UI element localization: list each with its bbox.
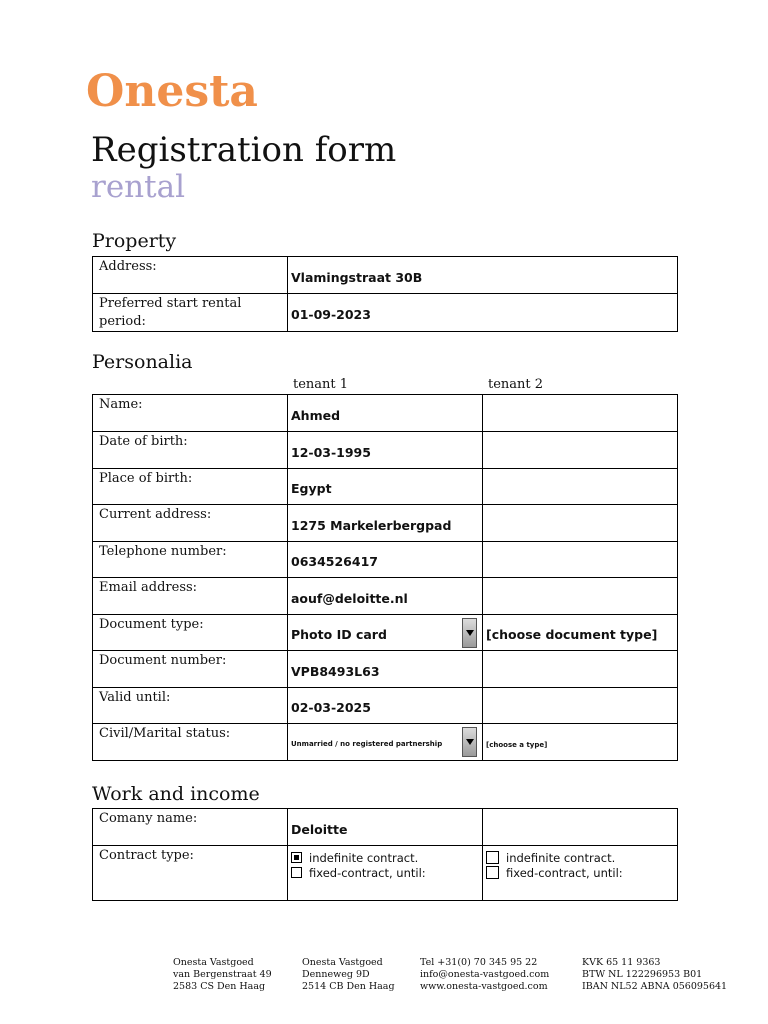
- name-label: Name:: [93, 395, 288, 432]
- table-row: [93, 469, 678, 505]
- tenant1-contract-type: [288, 846, 483, 901]
- tenant2-indefinite-option[interactable]: [486, 850, 677, 865]
- table-row: [93, 257, 678, 294]
- table-row: [93, 688, 678, 724]
- tenant2-dob-field[interactable]: [483, 432, 678, 469]
- footer-line: Onesta Vastgoed: [302, 957, 383, 968]
- checkbox-icon[interactable]: [486, 851, 499, 864]
- page-subtitle: rental: [91, 169, 185, 205]
- footer-contact: [420, 957, 549, 993]
- tenant1-place-of-birth-field[interactable]: Egypt: [288, 469, 483, 505]
- table-row: [93, 615, 678, 651]
- address-label: Address:: [93, 257, 288, 294]
- tenant2-contract-type: [483, 846, 678, 901]
- table-row: [93, 651, 678, 688]
- address-field[interactable]: Vlamingstraat 30B: [288, 257, 678, 294]
- document-type-label: Document type:: [93, 615, 288, 651]
- tenant2-document-type-select[interactable]: [choose document type]: [483, 615, 678, 651]
- tenant1-telephone-field[interactable]: 0634526417: [288, 542, 483, 578]
- start-period-label: Preferred start rental period:: [93, 294, 288, 332]
- footer-line: KVK 65 11 9363: [582, 957, 661, 968]
- tenant1-document-type-value: Photo ID card: [291, 627, 387, 642]
- option-label: fixed-contract, until:: [309, 865, 426, 880]
- tenant1-document-type-select[interactable]: [288, 615, 483, 651]
- tenant1-indefinite-option[interactable]: [291, 850, 482, 865]
- table-row: [93, 542, 678, 578]
- tenant2-company-field[interactable]: [483, 809, 678, 846]
- tenant1-email-field[interactable]: aouf@deloitte.nl: [288, 578, 483, 615]
- tenant2-place-of-birth-field[interactable]: [483, 469, 678, 505]
- checkbox-icon[interactable]: [291, 867, 302, 878]
- tenant2-email-field[interactable]: [483, 578, 678, 615]
- tenant1-name-field[interactable]: Ahmed: [288, 395, 483, 432]
- footer-line: BTW NL 122296953 B01: [582, 969, 703, 980]
- personalia-table: [92, 394, 678, 761]
- footer-line: Denneweg 9D: [302, 969, 370, 980]
- tenant2-fixed-option[interactable]: [486, 865, 677, 880]
- work-income-table: [92, 808, 678, 901]
- footer-line: IBAN NL52 ABNA 056095641: [582, 981, 728, 992]
- column-header-tenant1: tenant 1: [293, 377, 349, 392]
- footer-line: Onesta Vastgoed: [173, 957, 254, 968]
- tenant1-current-address-field[interactable]: 1275 Markelerbergpad: [288, 505, 483, 542]
- table-row: [93, 505, 678, 542]
- tenant2-telephone-field[interactable]: [483, 542, 678, 578]
- current-address-label: Current address:: [93, 505, 288, 542]
- email-label: Email address:: [93, 578, 288, 615]
- table-row: [93, 578, 678, 615]
- contract-type-label: Contract type:: [93, 846, 288, 901]
- section-heading-property: Property: [92, 230, 177, 252]
- telephone-label: Telephone number:: [93, 542, 288, 578]
- tenant1-dob-field[interactable]: 12-03-1995: [288, 432, 483, 469]
- tenant2-current-address-field[interactable]: [483, 505, 678, 542]
- table-row: [93, 724, 678, 761]
- column-header-tenant2: tenant 2: [488, 377, 544, 392]
- tenant1-civil-status-select[interactable]: [288, 724, 483, 761]
- section-heading-personalia: Personalia: [92, 351, 193, 373]
- footer-address-2: [302, 957, 395, 993]
- footer-line: 2514 CB Den Haag: [302, 981, 395, 992]
- table-row: [93, 846, 678, 901]
- footer-registration: [582, 957, 727, 993]
- section-heading-work-income: Work and income: [92, 783, 260, 805]
- option-label: fixed-contract, until:: [506, 865, 623, 880]
- civil-status-label: Civil/Marital status:: [93, 724, 288, 761]
- onesta-logo: Onesta: [86, 66, 258, 117]
- place-of-birth-label: Place of birth:: [93, 469, 288, 505]
- document-number-label: Document number:: [93, 651, 288, 688]
- tenant2-document-number-field[interactable]: [483, 651, 678, 688]
- table-row: [93, 432, 678, 469]
- option-label: indefinite contract.: [506, 850, 616, 865]
- footer-phone[interactable]: Tel +31(0) 70 345 95 22: [420, 957, 538, 968]
- valid-until-label: Valid until:: [93, 688, 288, 724]
- tenant1-document-number-field[interactable]: VPB8493L63: [288, 651, 483, 688]
- start-period-field[interactable]: 01-09-2023: [288, 294, 678, 332]
- footer-address-1: [173, 957, 272, 993]
- tenant2-name-field[interactable]: [483, 395, 678, 432]
- checkbox-icon[interactable]: [486, 866, 499, 879]
- option-label: indefinite contract.: [309, 850, 419, 865]
- company-name-label: Comany name:: [93, 809, 288, 846]
- footer-website-link[interactable]: www.onesta-vastgoed.com: [420, 981, 548, 992]
- tenant2-civil-status-select[interactable]: [choose a type]: [483, 724, 678, 761]
- checkbox-checked-icon[interactable]: [291, 852, 302, 863]
- table-row: [93, 294, 678, 332]
- dob-label: Date of birth:: [93, 432, 288, 469]
- page-title: Registration form: [91, 130, 397, 170]
- property-table: [92, 256, 678, 332]
- tenant2-valid-until-field[interactable]: [483, 688, 678, 724]
- table-row: [93, 809, 678, 846]
- footer-line: van Bergenstraat 49: [173, 969, 272, 980]
- dropdown-arrow-icon[interactable]: [462, 618, 477, 648]
- tenant1-company-field[interactable]: Deloitte: [288, 809, 483, 846]
- footer-line: 2583 CS Den Haag: [173, 981, 266, 992]
- table-row: [93, 395, 678, 432]
- tenant1-valid-until-field[interactable]: 02-03-2025: [288, 688, 483, 724]
- dropdown-arrow-icon[interactable]: [462, 727, 477, 757]
- tenant1-civil-status-value: Unmarried / no registered partnership: [291, 740, 443, 748]
- footer-email-link[interactable]: info@onesta-vastgoed.com: [420, 969, 550, 980]
- tenant1-fixed-option[interactable]: [291, 865, 482, 880]
